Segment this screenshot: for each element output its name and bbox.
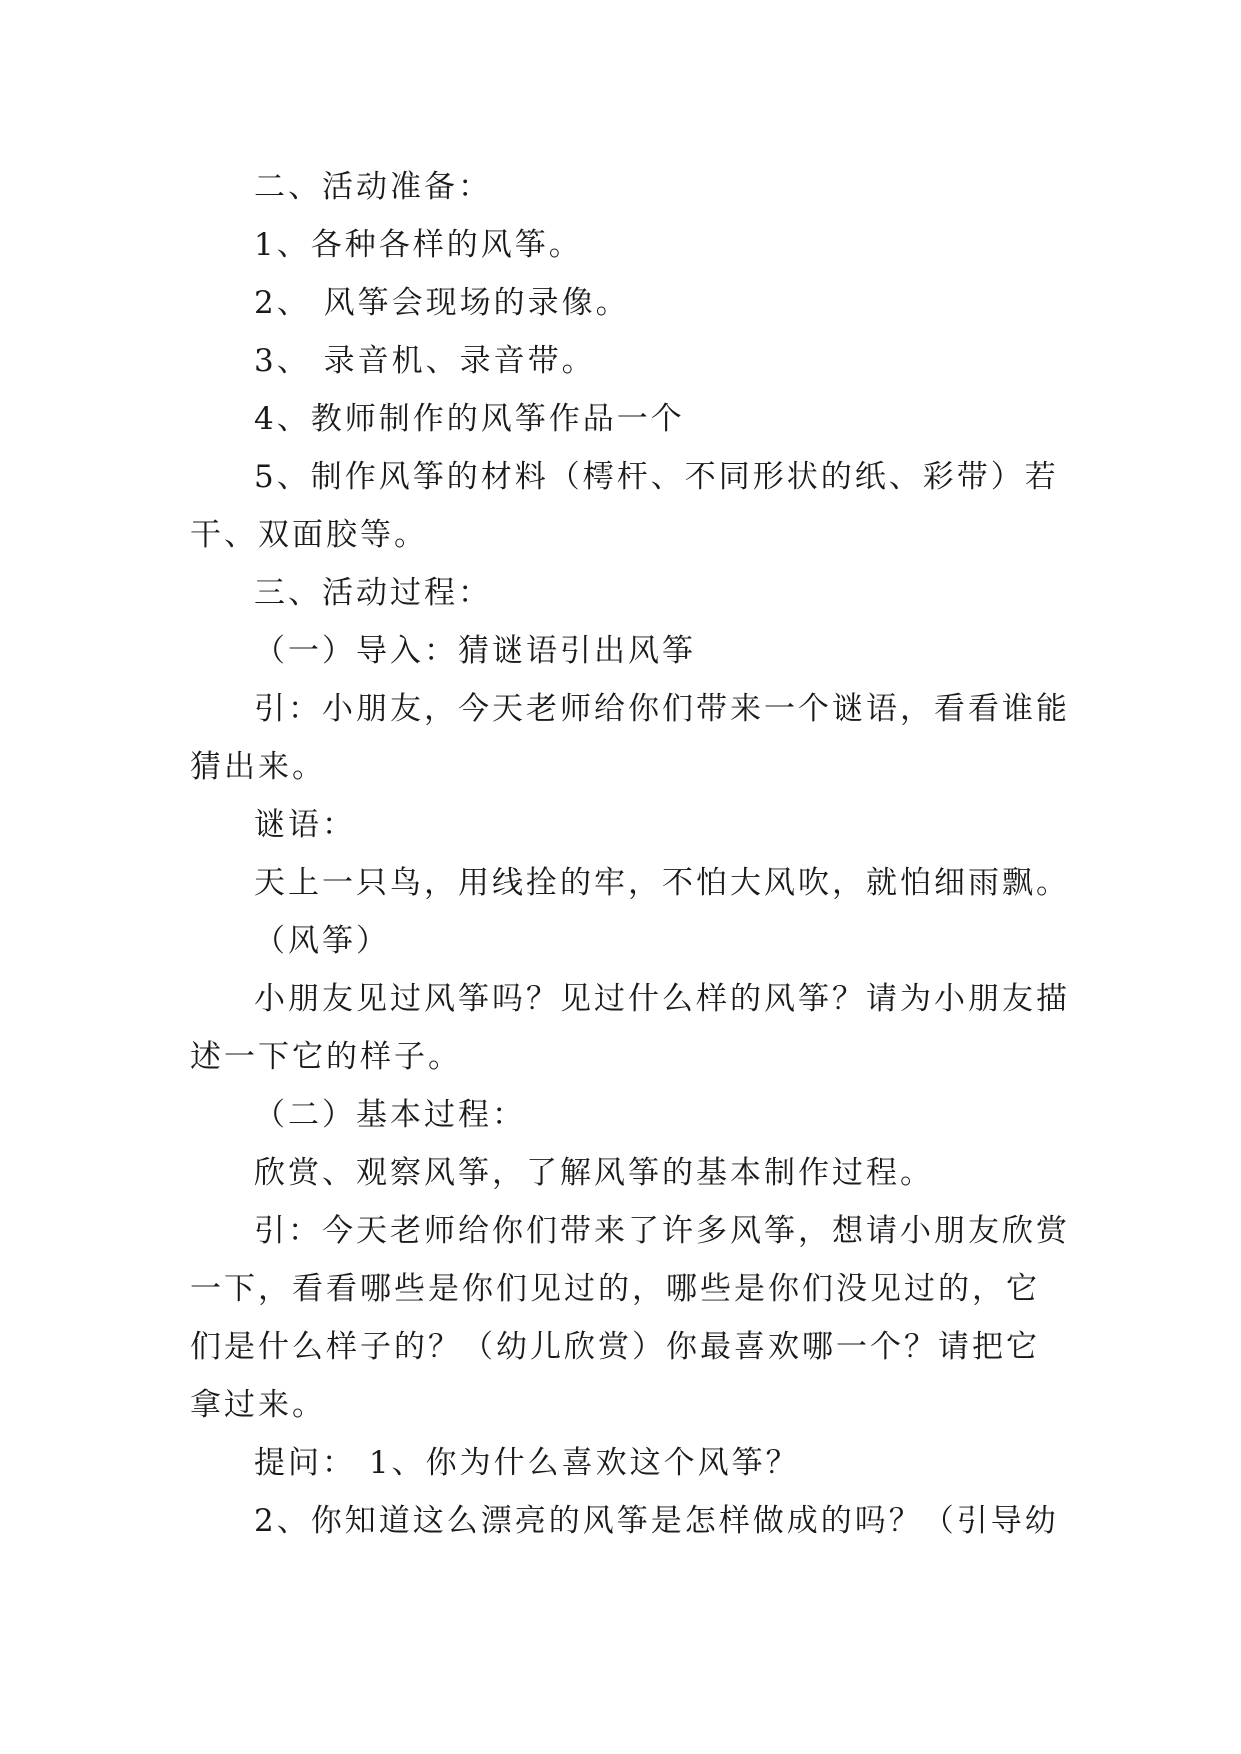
subsection-heading-basic: （二）基本过程：: [254, 1097, 526, 1133]
body-paragraph: 小朋友见过风筝吗？见过什么样的风筝？请为小朋友描述一下它的样子。: [190, 981, 1070, 1075]
question-paragraph: 提问： 1、你为什么喜欢这个风筝？: [254, 1445, 800, 1481]
list-item: 3、 录音机、录音带。: [254, 343, 596, 379]
list-item: 2、 风筝会现场的录像。: [254, 285, 630, 321]
body-paragraph: 谜语：: [254, 807, 356, 843]
body-paragraph: 欣赏、观察风筝，了解风筝的基本制作过程。: [254, 1155, 934, 1191]
body-paragraph: 引：小朋友，今天老师给你们带来一个谜语，看看谁能猜出来。: [190, 691, 1070, 785]
list-item: 5、制作风筝的材料（樗杆、不同形状的纸、彩带）若干、双面胶等。: [190, 459, 1059, 553]
section-heading-preparation: 二、活动准备：: [254, 169, 492, 205]
subsection-heading-intro: （一）导入：猜谜语引出风筝: [254, 633, 696, 669]
list-item: 1、各种各样的风筝。: [254, 227, 583, 263]
riddle-text: 天上一只鸟，用线拴的牢，不怕大风吹，就怕细雨飘。: [254, 865, 1070, 901]
riddle-answer: （风筝）: [254, 923, 390, 959]
question-paragraph: 2、你知道这么漂亮的风筝是怎样做成的吗？（引导幼: [254, 1503, 1059, 1539]
list-item: 4、教师制作的风筝作品一个: [254, 401, 685, 437]
section-heading-process: 三、活动过程：: [254, 575, 492, 611]
document-body: [190, 158, 1070, 1550]
body-paragraph: 引：今天老师给你们带来了许多风筝，想请小朋友欣赏一下，看看哪些是你们见过的，哪些是你们没见过的，它们是什么样子的？（幼儿欣赏）你最喜欢哪一个？请把它拿过来。: [190, 1213, 1070, 1423]
